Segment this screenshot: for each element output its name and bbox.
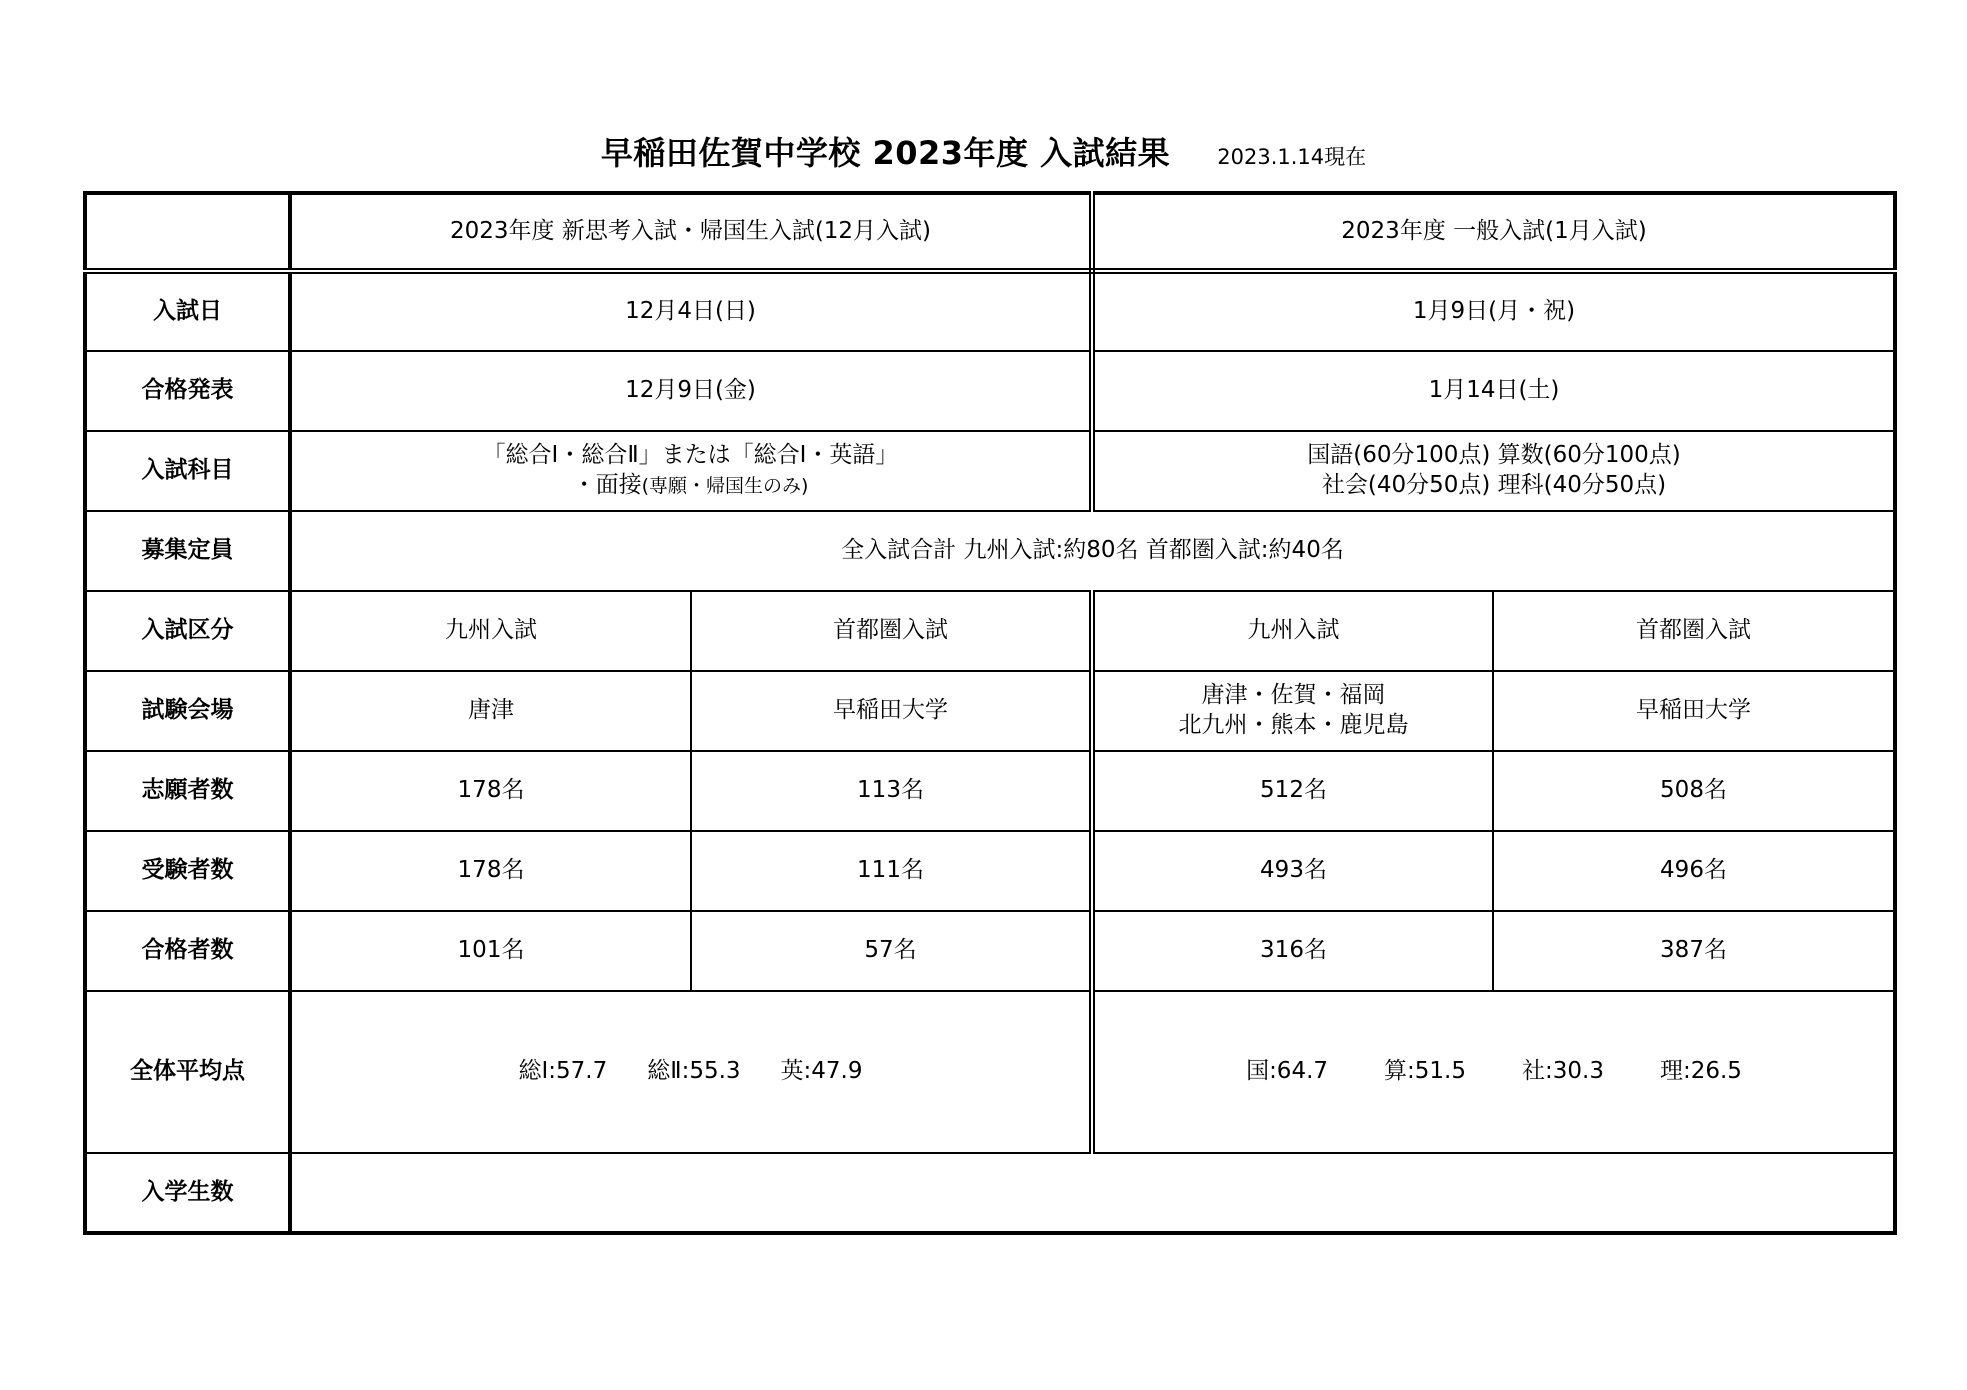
header-blank-cell [85,193,290,271]
table-row [85,431,1895,511]
enrolled-value [290,1153,1895,1233]
december-column-header: 2023年度 新思考入試・帰国生入試(12月入試) [290,193,1092,271]
december-subjects-line1: 「総合Ⅰ・総合Ⅱ」または「総合Ⅰ・英語」 [482,442,899,469]
december-exam-date: 12月4日(日) [290,271,1092,351]
dec-kyushu-passed: 101名 [290,911,691,991]
dec-kyushu-venue: 唐津 [290,671,691,751]
dec-kyushu-applicants: 178名 [290,751,691,831]
december-subjects-line2 [292,471,1089,501]
dec-shutoken-passed: 57名 [691,911,1092,991]
avg-sogo1: 総Ⅰ:57.7 [518,1058,608,1085]
jan-shutoken-passed: 387名 [1493,911,1895,991]
dec-shutoken-venue: 早稲田大学 [691,671,1092,751]
january-exam-date: 1月9日(月・祝) [1092,271,1895,351]
dec-shutoken-applicants: 113名 [691,751,1092,831]
examinees-label: 受験者数 [85,831,290,911]
jan-kyushu-examinees: 493名 [1092,831,1493,911]
capacity-value: 全入試合計 九州入試:約80名 首都圏入試:約40名 [290,511,1895,591]
table-row [85,831,1895,911]
avg-shakai: 社:30.3 [1522,1058,1604,1085]
avg-sogo2: 総Ⅱ:55.3 [647,1058,741,1085]
jan-kyushu-venue-line2: 北九州・熊本・鹿児島 [1178,712,1409,738]
table-row [85,751,1895,831]
applicants-label: 志願者数 [85,751,290,831]
results-table [83,191,1897,1235]
december-subjects [290,431,1092,511]
avg-kokugo: 国:64.7 [1246,1058,1329,1085]
jan-kyushu-venue [1092,671,1493,751]
capacity-label: 募集定員 [85,511,290,591]
december-average [290,991,1092,1153]
avg-rika: 理:26.5 [1659,1058,1742,1085]
enrolled-label: 入学生数 [85,1153,290,1233]
december-announcement: 12月9日(金) [290,351,1092,431]
avg-sansu: 算:51.5 [1384,1058,1466,1085]
jan-kyushu-category: 九州入試 [1092,591,1493,671]
jan-kyushu-passed: 316名 [1092,911,1493,991]
january-column-header: 2023年度 一般入試(1月入試) [1092,193,1895,271]
announcement-label: 合格発表 [85,351,290,431]
table-row [85,1153,1895,1233]
avg-english: 英:47.9 [780,1058,863,1085]
venue-label: 試験会場 [85,671,290,751]
interview-note: (専願・帰国生のみ) [641,475,809,497]
jan-shutoken-examinees: 496名 [1493,831,1895,911]
table-header-row [85,193,1895,271]
jan-shutoken-applicants: 508名 [1493,751,1895,831]
dec-kyushu-examinees: 178名 [290,831,691,911]
jan-shutoken-category: 首都圏入試 [1493,591,1895,671]
table-row [85,271,1895,351]
table-row [85,591,1895,671]
table-row [85,351,1895,431]
table-row [85,511,1895,591]
january-subjects-line1: 国語(60分100点) 算数(60分100点) [1307,442,1681,469]
as-of-date: 2023.1.14現在 [1217,145,1367,169]
dec-kyushu-category: 九州入試 [290,591,691,671]
category-label: 入試区分 [85,591,290,671]
page-title [0,128,1967,174]
table-row [85,671,1895,751]
table-row [85,911,1895,991]
jan-kyushu-applicants: 512名 [1092,751,1493,831]
table-row [85,991,1895,1153]
dec-shutoken-category: 首都圏入試 [691,591,1092,671]
jan-shutoken-venue: 早稲田大学 [1493,671,1895,751]
exam-date-label: 入試日 [85,271,290,351]
passed-label: 合格者数 [85,911,290,991]
dec-shutoken-examinees: 111名 [691,831,1092,911]
subjects-label: 入試科目 [85,431,290,511]
average-label: 全体平均点 [85,991,290,1153]
january-subjects [1092,431,1895,511]
january-announcement: 1月14日(土) [1092,351,1895,431]
january-subjects-line2: 社会(40分50点) 理科(40分50点) [1321,472,1667,498]
title-main: 早稲田佐賀中学校 2023年度 入試結果 [600,134,1171,172]
january-average [1092,991,1895,1153]
jan-kyushu-venue-line1: 唐津・佐賀・福岡 [1201,682,1386,709]
interview-text: ・面接 [572,472,642,498]
